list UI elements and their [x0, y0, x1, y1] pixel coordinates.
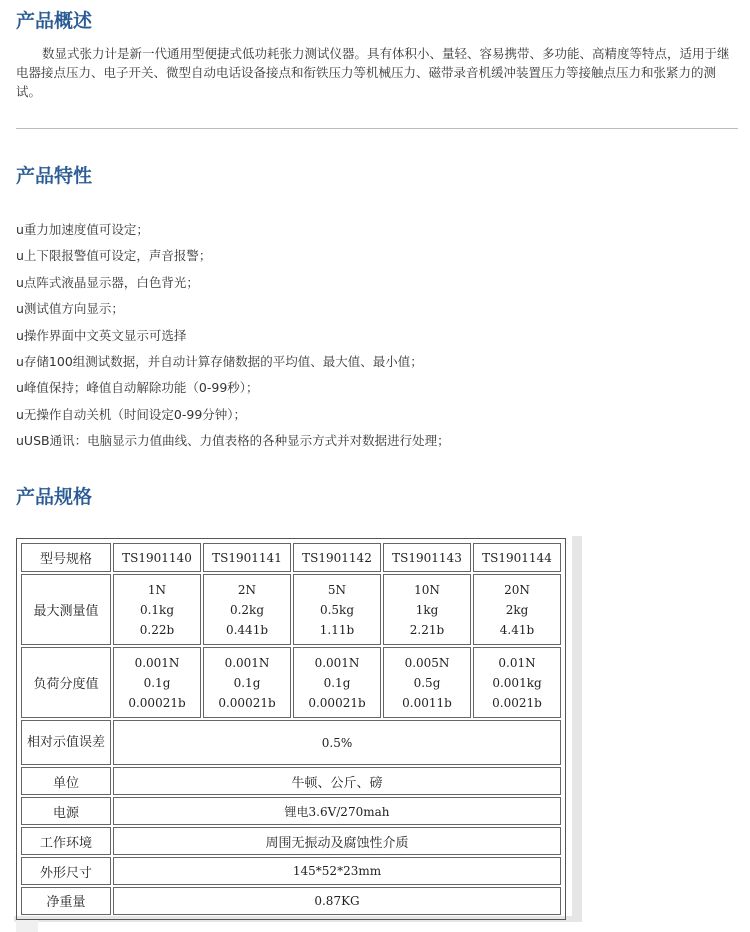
specs-title: 产品规格: [16, 486, 93, 508]
table-row: [21, 543, 561, 572]
feature-item: u存储100组测试数据，并自动计算存储数据的平均值、最大值、最小值；: [16, 353, 423, 369]
model-cell: TS1901143: [383, 543, 471, 572]
error-label: 相对示值误差: [21, 720, 111, 765]
weight-label: 净重量: [21, 887, 111, 915]
table-row: [21, 720, 561, 765]
division-label: 负荷分度值: [21, 647, 111, 718]
table-row: [21, 647, 561, 718]
table-row: [21, 887, 561, 915]
table-row: [21, 767, 561, 795]
division-cell: 0.001N 0.1g 0.00021b: [113, 647, 201, 718]
model-cell: TS1901142: [293, 543, 381, 572]
model-cell: TS1901144: [473, 543, 561, 572]
overview-title: 产品概述: [16, 10, 93, 32]
feature-item: u上下限报警值可设定，声音报警；: [16, 248, 212, 264]
division-cell: 0.005N 0.5g 0.0011b: [383, 647, 471, 718]
size-label: 外形尺寸: [21, 857, 111, 885]
feature-item: u点阵式液晶显示器，白色背光；: [16, 274, 199, 290]
max-value-cell: 1N 0.1kg 0.22b: [113, 574, 201, 645]
power-label: 电源: [21, 797, 111, 825]
feature-item: uUSB通讯：电脑显示力值曲线、力值表格的各种显示方式并对数据进行处理；: [16, 433, 450, 449]
environment-value: 周围无振动及腐蚀性介质: [113, 827, 561, 855]
unit-label: 单位: [21, 767, 111, 795]
feature-item: u操作界面中文英文显示可选择: [16, 327, 187, 343]
model-header-label: 型号规格: [21, 543, 111, 572]
overview-text: 数显式张力计是新一代通用型便捷式低功耗张力测试仪器。具有体积小、量轻、容易携带、多功能、高精度等特点，适用于继电器接点压力、电子开关、微型自动电话设备接点和衔铁压力等机械压力、磁带录音机缓冲装置压力等接触点压力和张紧力的测试。: [16, 46, 730, 99]
feature-item: u测试值方向显示；: [16, 301, 124, 317]
divider: [16, 128, 738, 129]
environment-label: 工作环境: [21, 827, 111, 855]
feature-item: u无操作自动关机（时间设定0-99分钟）；: [16, 406, 247, 422]
power-value: 锂电3.6V/270mah: [113, 797, 561, 825]
feature-item: u重力加速度值可设定；: [16, 222, 149, 237]
max-value-cell: 20N 2kg 4.41b: [473, 574, 561, 645]
error-value: 0.5%: [113, 720, 561, 765]
spec-table: [19, 541, 563, 917]
size-value: 145*52*23mm: [113, 857, 561, 885]
model-cell: TS1901141: [203, 543, 291, 572]
max-value-label: 最大测量值: [21, 574, 111, 645]
model-cell: TS1901140: [113, 543, 201, 572]
table-row: [21, 574, 561, 645]
table-row: [21, 857, 561, 885]
weight-value: 0.87KG: [113, 887, 561, 915]
division-cell: 0.01N 0.001kg 0.0021b: [473, 647, 561, 718]
decorative-block: [16, 920, 38, 932]
features-title: 产品特性: [16, 165, 93, 187]
table-row: [21, 827, 561, 855]
features-list: [16, 217, 450, 455]
division-cell: 0.001N 0.1g 0.00021b: [203, 647, 291, 718]
feature-item: u峰值保持；峰值自动解除功能（0-99秒）；: [16, 380, 259, 396]
table-row: [21, 797, 561, 825]
max-value-cell: 2N 0.2kg 0.441b: [203, 574, 291, 645]
division-cell: 0.001N 0.1g 0.00021b: [293, 647, 381, 718]
unit-value: 牛顿、公斤、磅: [113, 767, 561, 795]
max-value-cell: 5N 0.5kg 1.11b: [293, 574, 381, 645]
spec-table-container: [16, 538, 566, 920]
max-value-cell: 10N 1kg 2.21b: [383, 574, 471, 645]
